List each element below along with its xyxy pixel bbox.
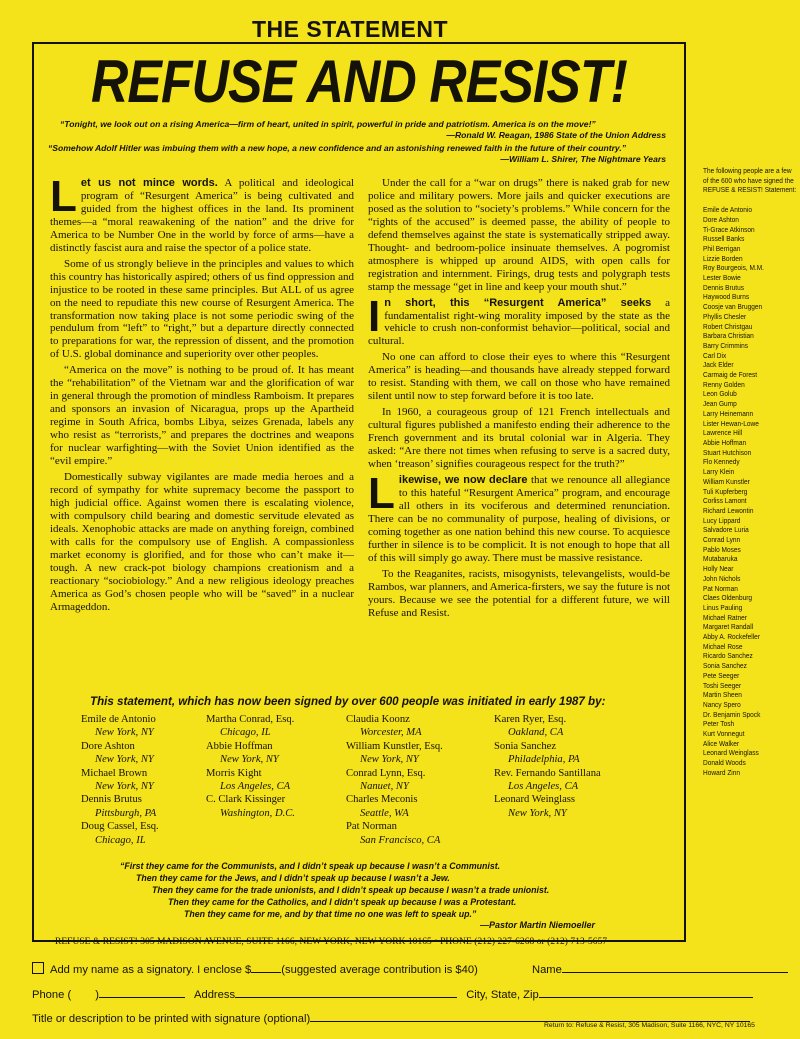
signatory-name: Barry Crimmins xyxy=(703,340,748,350)
signatory-name: Russell Banks xyxy=(703,234,745,244)
signatory-name: John Nichols xyxy=(703,573,741,583)
signatory-name: Toshi Seeger xyxy=(703,680,742,690)
initiator-city: San Francisco, CA xyxy=(360,834,441,846)
signatory-name: Linus Pauling xyxy=(703,602,743,612)
initiator-city: Worcester, MA xyxy=(360,727,422,739)
signatory-name: Robert Christgau xyxy=(703,321,753,331)
lead-in: et us not mince words. xyxy=(80,177,218,189)
quote-line: Then they came for the Catholics, and I didn’t speak up because I was a Protestant. xyxy=(168,897,517,907)
initiator-city: Oakland, CA xyxy=(508,727,564,739)
initiator-city: Chicago, IL xyxy=(95,834,146,846)
reagan-attribution: —Ronald W. Reagan, 1986 State of the Union Address xyxy=(446,130,666,140)
initiator-city: Seattle, WA xyxy=(360,807,409,819)
initiator-name: Michael Brown xyxy=(81,767,148,779)
signatory-name: Pablo Moses xyxy=(703,544,741,554)
signatory-name: Kurt Vonnegut xyxy=(703,729,745,739)
initiator-name: Rev. Fernando Santillana xyxy=(494,767,601,779)
drop-cap: L xyxy=(368,468,395,518)
initiator-name: Pat Norman xyxy=(346,821,397,833)
initiator-city: New York, NY xyxy=(508,807,567,819)
signatory-name: Salvadore Luria xyxy=(703,525,749,535)
signatory-name: Renny Golden xyxy=(703,379,745,389)
signatory-name: Leon Golub xyxy=(703,389,737,399)
signatory-name: Sonia Sanchez xyxy=(703,661,747,671)
paragraph-9: Likewise, we now declare that we renounce all allegiance to this hateful “Resurgent America” program, and encourage all others in its vociferous and determined renunciation. There can be no communality of purpose, healing of divisions, or coming together as one nation behind this new course. To acquiesce further in silence is to be complicit. It is not enough to hope that all of this will simply go away. There must be massive resistance. xyxy=(368,468,670,564)
sidebar-intro: The following people are a few of the 600 who have signed the REFUSE & RESIST! Statement: xyxy=(703,166,797,195)
signatory-name: Ti-Grace Atkinson xyxy=(703,224,755,234)
signatory-name: Carmaig de Forest xyxy=(703,370,758,380)
signatory-name: Margaret Randall xyxy=(703,622,754,632)
shirer-attribution: —William L. Shirer, The Nightmare Years xyxy=(500,154,666,164)
paragraph-4: Domestically subway vigilantes are made media heroes and a record of sympathy for white supremacy become the passport to high judicial office. Against women there is escalating violence, with compulsory child bearing and domestic servitude elevated as ideals. Xenophobic attacks are made on anything foreign, combined with calls for the compulsory use of English. A compassionless market economy is glorified, and for those who can’t make it—tough. A new crack-pot biology champions creationism and a reactionary “sociobiology.” And a new religious ideology preaches America as God’s chosen people who will be “saved” in a nuclear Armageddon. xyxy=(50,470,354,613)
initiator-name: Karen Ryer, Esq. xyxy=(494,714,567,725)
lead-in: ikewise, we now declare xyxy=(398,473,528,486)
initiator-name: Morris Kight xyxy=(206,767,262,779)
initiator-name: Abbie Hoffman xyxy=(206,740,273,752)
signatory-name: Holly Near xyxy=(703,564,734,574)
initiator-name: C. Clark Kissinger xyxy=(206,794,286,806)
address-field[interactable] xyxy=(235,987,457,998)
signatory-name: Richard Lewontin xyxy=(703,505,754,515)
initiator-name: Doug Cassel, Esq. xyxy=(81,821,159,833)
initiator-name: Dore Ashton xyxy=(81,740,135,752)
signatory-name: Peter Tosh xyxy=(703,719,735,729)
initiators-column-3 xyxy=(346,713,443,847)
niemoeller-attribution: —Pastor Martin Niemoeller xyxy=(480,920,596,930)
signatory-name: Carl Dix xyxy=(703,350,727,360)
initiator-name: Charles Meconis xyxy=(346,794,418,806)
paragraph-6: In short, this “Resurgent America” seeks a fundamentalist right-wing morality imposed by the state as the vehicle to crush non-conformist behavior—political, social and cultural. xyxy=(368,291,670,348)
signatory-name: Claes Oldenburg xyxy=(703,593,753,603)
initiator-name: Claudia Koonz xyxy=(346,714,410,725)
name-row xyxy=(532,962,788,976)
signatory-name: Phyllis Chesler xyxy=(703,311,747,321)
initiators-column-2 xyxy=(206,713,295,820)
initiator-name: Conrad Lynn, Esq. xyxy=(346,767,426,779)
phone-label: Phone ( xyxy=(32,989,72,1001)
signatory-name: Corliss Lamont xyxy=(703,496,747,506)
signatory-name: Lizzie Borden xyxy=(703,253,743,263)
signatory-name: Dr. Benjamin Spock xyxy=(703,709,761,719)
drop-cap: I xyxy=(368,291,381,341)
signatory-name: Donald Woods xyxy=(703,758,746,768)
amount-field[interactable] xyxy=(251,962,281,973)
signatory-name: Roy Bourgeois, M.M. xyxy=(703,263,764,273)
signatory-name: Pete Seeger xyxy=(703,670,740,680)
initiator-city: New York, NY xyxy=(220,754,279,766)
initiator-city: New York, NY xyxy=(95,781,154,793)
initiator-city: New York, NY xyxy=(95,727,154,739)
contribution-note: (suggested average contribution is $40) xyxy=(281,964,478,976)
paragraph-1: Let us not mince words. A political and ideological program of “Resurgent America” is being cultivated and guided from the highest offices in the land. Its prominent themes—a “moral reawakening of the nation” and the drive for America to be Number One in the world by force of arms—have a distinctly fascist aura and raise the spector of a police state. xyxy=(50,172,355,254)
signatory-name: Larry Klein xyxy=(703,467,735,477)
signatory-name: Leonard Weinglass xyxy=(703,748,759,758)
signatory-name: Dore Ashton xyxy=(703,214,739,224)
signatory-name: Coosje van Bruggen xyxy=(703,302,763,312)
return-address: Return to: Refuse & Resist, 305 Madison, Suite 1166, NYC, NY 10165 xyxy=(544,1022,755,1029)
reagan-quote: “Tonight, we look out on a rising America—firm of heart, united in spirit, powerful in pride and patriotism. America is on the move!” xyxy=(60,119,596,129)
address-line: REFUSE & RESIST! 305 MADISON AVENUE, SUITE 1166, NEW YORK, NEW YORK 10165 • PHONE (212) 227-6268 or (212) 713-5657 xyxy=(55,937,608,947)
kicker: THE STATEMENT xyxy=(251,16,449,42)
signatory-name: Phil Berrigan xyxy=(703,243,741,253)
initiator-name: Dennis Brutus xyxy=(81,794,142,806)
body-column-right xyxy=(368,177,670,622)
drop-cap: L xyxy=(50,172,77,221)
name-label: Name xyxy=(532,964,562,976)
initiator-name: William Kunstler, Esq. xyxy=(346,740,443,752)
quote-line: Then they came for the trade unionists, and I didn’t speak up because I wasn’t a trade unionist. xyxy=(152,885,550,895)
paragraph-5: Under the call for a “war on drugs” there is naked grab for new police and military powers. More jails and quicker executions are posed as the solution to “society’s problems.” While concern for the “rights of the accused” is deemed passe, the ability of people to defend themselves against the state is systematically stripped away. Thought- and bedroom-police insinuate themselves. A pogromist atmosphere is whipped up around AIDS, with open calls for registration and internment. Firings, drug tests and polygraph tests stamp the message “get in line and keep your mouth shut.” xyxy=(368,177,670,293)
title-label: Title or description to be printed with signature (optional) xyxy=(32,1013,311,1025)
signatory-name: Haywood Burns xyxy=(703,292,750,302)
shirer-quote: “Somehow Adolf Hitler was imbuing them with a new hope, a new confidence and an astonishing renewed faith in the future of their country.” xyxy=(48,143,627,153)
signed-heading: This statement, which has now been signed by over 600 people was initiated in early 1987 by: xyxy=(90,695,606,708)
initiator-name: Martha Conrad, Esq. xyxy=(206,714,295,725)
page-title: REFUSE AND RESIST! xyxy=(91,48,627,115)
initiator-city: Los Angeles, CA xyxy=(220,781,291,793)
quote-line: “First they came for the Communists, and I didn’t speak up because I wasn’t a Communist. xyxy=(120,861,501,871)
signatory-name: Abby A. Rockefeller xyxy=(703,632,761,642)
initiator-city: Philadelphia, PA xyxy=(508,754,580,766)
signatory-name: Martin Sheen xyxy=(703,690,742,700)
signatory-name: Jack Elder xyxy=(703,360,734,370)
signatory-name: Barbara Christian xyxy=(703,331,754,341)
initiator-city: Los Angeles, CA xyxy=(508,781,579,793)
paragraph-2: Some of us strongly believe in the principles and values to which this country has historically aspired; others of us find oppression and injustice to be rooted in these same principles. But ALL of us agree on the need to repudiate this new course of Resurgent America. The transformation now taking place is not some periodic swing of the pendulum from “left” to “right,” but a departure directly connected to preparations for war, the repression of dissent, and the promotion of U.S. global dominance and superiority over other peoples. xyxy=(50,257,354,361)
initiator-name: Emile de Antonio xyxy=(81,714,156,725)
initiators-column-4 xyxy=(494,713,601,820)
signatory-name: Lucy Lippard xyxy=(703,515,741,525)
signatory-name: Flo Kennedy xyxy=(703,457,740,467)
signatory-name: Abbie Hoffman xyxy=(703,437,747,447)
signatory-name: Nancy Spero xyxy=(703,699,741,709)
signatory-name: Jean Gump xyxy=(703,399,737,409)
niemoeller-quote xyxy=(120,860,549,920)
lead-in: n short, this “Resurgent America” seeks xyxy=(384,296,652,309)
signatory-name: Lister Hewan-Lowe xyxy=(703,418,759,428)
initiator-city: New York, NY xyxy=(360,754,419,766)
city-label: City, State, Zip xyxy=(466,989,539,1001)
signatory-name: Ricardo Sanchez xyxy=(703,651,753,661)
paragraph-7: No one can afford to close their eyes to where this “Resurgent America” is heading—and thousands have already stepped forward to resist. Standing with them, we call on those who have remained silent until now to step forward before it is too late. xyxy=(368,351,670,403)
signatory-name: Pat Norman xyxy=(703,583,738,593)
signatories-sidebar xyxy=(703,166,798,778)
initiator-name: Sonia Sanchez xyxy=(494,740,557,752)
signatory-name: Lester Bowie xyxy=(703,273,741,283)
add-name-label: Add my name as a signatory. I enclose $ xyxy=(50,964,252,976)
sidebar-name-list xyxy=(703,205,798,777)
signatory-name: Dennis Brutus xyxy=(703,282,745,292)
contact-row: Phone ( ) Address City, State, Zip xyxy=(32,987,753,1001)
signatory-name: Michael Rose xyxy=(703,641,743,651)
signatory-name: Michael Ratner xyxy=(703,612,747,622)
signatory-name: Alice Walker xyxy=(703,738,740,748)
phone-field[interactable] xyxy=(99,987,185,998)
initiator-city: Chicago, IL xyxy=(220,727,271,739)
paragraph-10: To the Reaganites, racists, misogynists, televangelists, would-be Rambos, war planners, and America-firsters, we say the future is not yours. Because we see the potential for a different future, we will Refuse and Resist. xyxy=(368,567,670,619)
name-field[interactable] xyxy=(562,962,788,973)
signatory-name: Emile de Antonio xyxy=(703,205,753,215)
city-field[interactable] xyxy=(539,987,753,998)
address-label: Address xyxy=(194,989,236,1001)
signatory-name: Tuli Kupferberg xyxy=(703,486,748,496)
initiator-city: Pittsburgh, PA xyxy=(95,807,157,819)
signatory-name: William Kunstler xyxy=(703,476,750,486)
title-field[interactable] xyxy=(310,1011,750,1022)
signatory-name: Mutabaruka xyxy=(703,554,738,564)
initiators-column-1 xyxy=(81,713,159,847)
signatory-row xyxy=(32,962,478,976)
signatory-name: Lawrence Hill xyxy=(703,428,743,438)
paragraph-3: “America on the move” is nothing to be proud of. It has meant the “rehabilitation” of the Vietnam war and the glorification of war in general through the promotion of mindless Ramboism. It prepares and sponsors an invasion of Nicaragua, props up the Apartheid regime in South Africa, bombs Libya, seizes Grenada, labels any who resist as “terrorists,” and prepares the doctrines and weapons for nuclear warfighting—with the Soviet Union identified as the “evil empire.” xyxy=(50,364,354,468)
signatory-name: Howard Zinn xyxy=(703,767,741,777)
signatory-checkbox[interactable] xyxy=(32,962,44,974)
signatory-name: Stuart Hutchison xyxy=(703,447,752,457)
paragraph-8: In 1960, a courageous group of 121 French intellectuals and cultural figures published a manifesto ending their adherence to the French government and its brutal colonial war in Algeria. They asked: “Are there not times when refusing to serve is a sacred duty, when ‘treason’ signifies courageous respect for the truth?” xyxy=(368,406,670,471)
initiator-city: Nanuet, NY xyxy=(360,781,409,793)
quote-line: Then they came for me, and by that time no one was left to speak up.” xyxy=(184,909,477,919)
signatory-name: Conrad Lynn xyxy=(703,535,741,545)
body-column-left xyxy=(50,172,355,616)
quote-line: Then they came for the Jews, and I didn’t speak up because I wasn’t a Jew. xyxy=(136,873,450,883)
initiator-city: New York, NY xyxy=(95,754,154,766)
initiator-city: Washington, D.C. xyxy=(220,807,295,819)
initiator-name: Leonard Weinglass xyxy=(494,794,576,806)
signatory-name: Larry Heinemann xyxy=(703,408,754,418)
